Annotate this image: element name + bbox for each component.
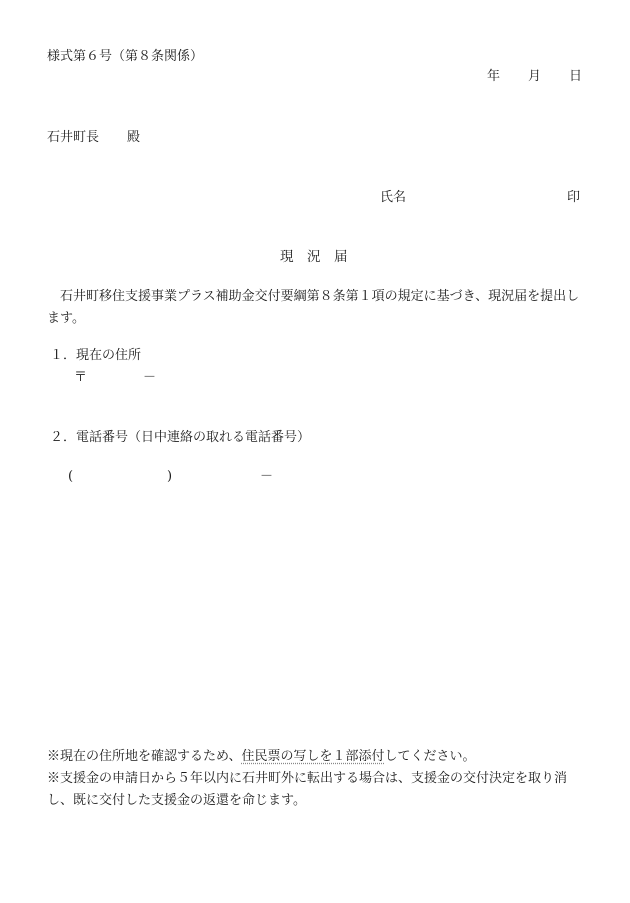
applicant-name-label: 氏名 bbox=[380, 190, 407, 205]
item-phone-label: ２．電話番号（日中連絡の取れる電話番号） bbox=[50, 430, 311, 445]
note-resident-record bbox=[47, 750, 476, 763]
postal-mark: 〒 bbox=[74, 370, 88, 385]
note1-suffix: してください。 bbox=[384, 749, 476, 764]
seal-label: 印 bbox=[567, 190, 581, 205]
body-paragraph: 石井町移住支援事業プラス補助金交付要綱第８条第１項の規定に基づき、現況届を提出します。 bbox=[47, 289, 580, 326]
addressee-name: 石井町長 bbox=[47, 130, 100, 145]
date-day: 日 bbox=[569, 69, 583, 84]
form-number-label: 様式第６号（第８条関係） bbox=[47, 49, 204, 64]
item-address-label: １．現在の住所 bbox=[50, 348, 142, 363]
phone-open-paren: ( bbox=[68, 469, 74, 484]
phone-dash: － bbox=[260, 469, 274, 484]
date-month: 月 bbox=[528, 69, 542, 84]
document-title: 現 況 届 bbox=[280, 249, 348, 265]
postal-dash: － bbox=[143, 370, 157, 385]
note-repayment: ※支援金の申請日から５年以内に石井町外に転出する場合は、支援金の交付決定を取り消し、既に交付した支援金の返還を命じます。 bbox=[47, 771, 568, 808]
note1-prefix: ※現在の住所地を確認するため、 bbox=[47, 749, 242, 764]
date-year: 年 bbox=[487, 69, 501, 84]
date-line bbox=[487, 70, 582, 84]
addressee-honorific: 殿 bbox=[127, 130, 141, 145]
note1-highlight: 住民票の写しを１部添付 bbox=[241, 749, 385, 764]
phone-close-paren: ) bbox=[167, 469, 173, 484]
